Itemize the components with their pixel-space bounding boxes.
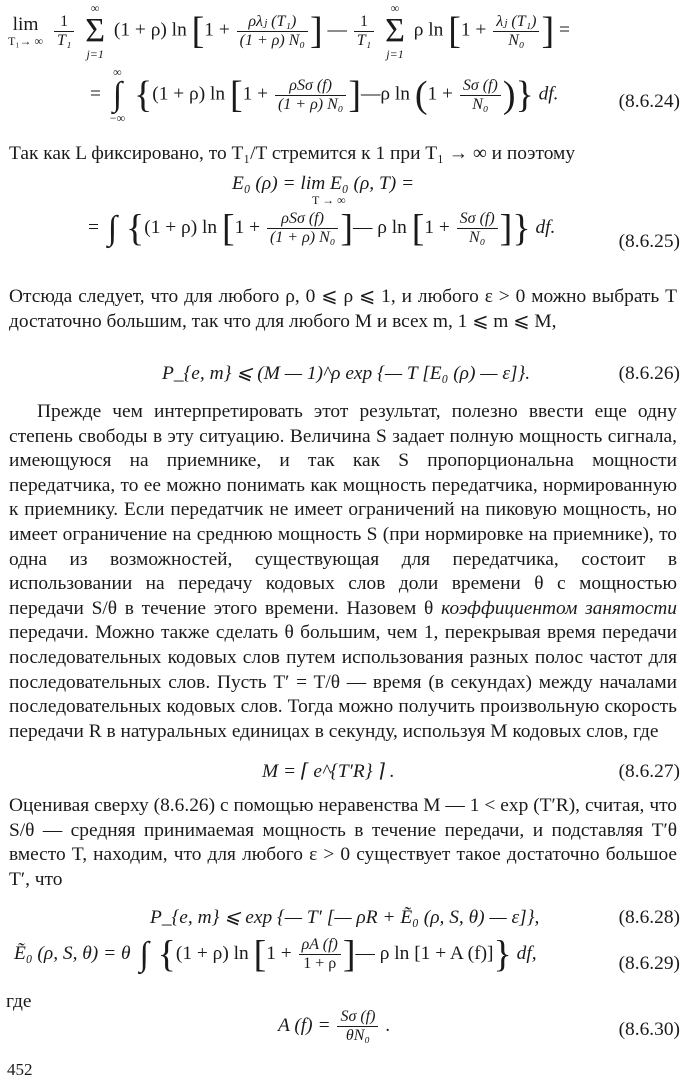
fraction-lambda-over-n0: $\frac{\text{λⱼ (T₁)}}{\text{N₀}}$ (493, 13, 539, 50)
limit-subscript: T → ∞ (312, 193, 346, 207)
paragraph-text: Так как L фиксировано, то T₁/T стремится к 1 при T₁ → ∞ и поэтому (9, 143, 576, 164)
equation-8-6-25-line-1: E₀ (ρ) = lim E₀ (ρ, T) = (232, 173, 415, 194)
paragraph-text: Оценивая сверху (8.6.26) с помощью неравенства M — 1 < exp (T′R), считая, что S/θ — средняя принимаемая мощность в течение передачи, и подставляя T′θ вместо T, находим, что для любого ε > 0 существует такое достаточно большое T′, что (9, 795, 677, 890)
fraction-one-over-t1-second: $\frac{1}{\text{T₁}}$ (354, 13, 374, 50)
equation-8-6-24-line-1: lim T₁→ ∞ $\frac{1}{\text{T₁}}$ ∞ Σ j=1 (1 + ρ) ln [1 + $\frac{\text{ρλⱼ (T₁)}}{\text{(1 + ρ) N₀}}$ ] — $\frac{1}{\text{T₁}}$ ∞ Σ j=1 ρ ln [1 + $\frac{\text{λⱼ (T₁)}}{\text{N₀}}$ ] = (8, 1, 570, 61)
equation-number-8-6-25: (8.6.25) (618, 231, 680, 252)
equation-8-6-25-line-2: = ∫ {(1 + ρ) ln [1 + $\frac{\text{ρSσ (f)}}{\text{(1 + ρ) N₀}}$ ]— ρ ln [1 + $\frac{S\sigma (f)}{\text{N₀}}$ ]} df. (88, 207, 556, 250)
equation-number-8-6-24: (8.6.24) (618, 91, 680, 112)
sum-operator: ∞ Σ j=1 (85, 1, 106, 61)
page-number: 452 (7, 1060, 33, 1079)
paragraph-text: Отсюда следует, что для любого ρ, 0 ⩽ ρ ⩽ 1, и любого ε > 0 можно выбрать T достаточно большим, так что для любого M и всех m, 1 ⩽ m ⩽ M, (9, 286, 677, 332)
equation-number-8-6-30: (8.6.30) (618, 1019, 680, 1040)
sigma-symbol: Σ (85, 12, 106, 49)
fraction-rho-lambda: $\frac{\text{ρλⱼ (T₁)}}{\text{(1 + ρ) N₀}}$ (237, 13, 308, 50)
limit-operator: lim T₁→ ∞ (8, 14, 44, 48)
sum-operator-second: ∞ Σ j=1 (385, 1, 405, 61)
equation-8-6-24-line-2: = ∞ ∫ −∞ {(1 + ρ) ln [1 + $\frac{\text{ρSσ (f)}}{\text{(1 + ρ) N₀}}$ ]—ρ ln (1 + $\frac{S\sigma (f)}{\text{N₀}}$ )} df. (90, 65, 559, 125)
equation-number-8-6-27: (8.6.27) (618, 761, 680, 782)
equation-8-6-28: P_{e, m} ⩽ exp {— T′ [— ρR + Ẽ₀ (ρ, S, θ) — ε]}, (150, 907, 540, 928)
integral-operator: ∞ ∫ −∞ (109, 65, 126, 125)
main-paragraph: Прежде чем интерпретировать этот результат, полезно ввести еще одну степень свободы в эту ситуацию. Величина S задает полную мощность сигнала, имеющуюся на приемнике, и так как S пропорциональна мощности передатчика, то ее можно понимать как мощность передатчика, нормированную к приемнику. Если передатчик не имеет ограничений на пиковую мощность, но имеет ограничение на среднюю мощность S (при нормировке на приемнике), то одна из возможностей, существующая для передатчика, состоит в использовании на передачу кодовых слов доли времени θ с мощностью передачи S/θ в течение этого времени. Назовем θ коэффициентом занятости передачи. Можно также сделать θ большим, чем 1, перекрывая время передачи последовательных кодовых слов путем использования разных полос частот для последовательных слов. Пусть T′ = T/θ — время (в секундах) между началами последовательных кодовых слов. Тогда можно получить произвольную скорость передачи R в натуральных единицах в секунду, используя M кодовых слов, где (9, 401, 677, 742)
equation-number-8-6-28: (8.6.28) (618, 907, 680, 928)
equation-8-6-29: Ẽ₀ (ρ, S, θ) = θ ∫ {(1 + ρ) ln [1 + $\frac{\rho A (f)}{1 + \rho}$ ]— ρ ln [1 + A (f)]} df, (14, 933, 537, 976)
equation-number-8-6-29: (8.6.29) (618, 953, 680, 974)
equation-8-6-27: M = ⌈ e^{T′R} ⌉ . (262, 761, 395, 782)
equation-number-8-6-26: (8.6.26) (618, 363, 680, 384)
equation-8-6-26: P_{e, m} ⩽ (M — 1)^ρ exp {— T [E₀ (ρ) — ε]}. (162, 363, 531, 384)
where-label: где (6, 991, 32, 1012)
fraction-one-over-t1: $\frac{1}{\text{T₁}}$ (54, 13, 74, 50)
equation-8-6-30: A (f) = $\frac{S\sigma (f)}{\text{θN₀}}$ . (278, 1008, 391, 1044)
